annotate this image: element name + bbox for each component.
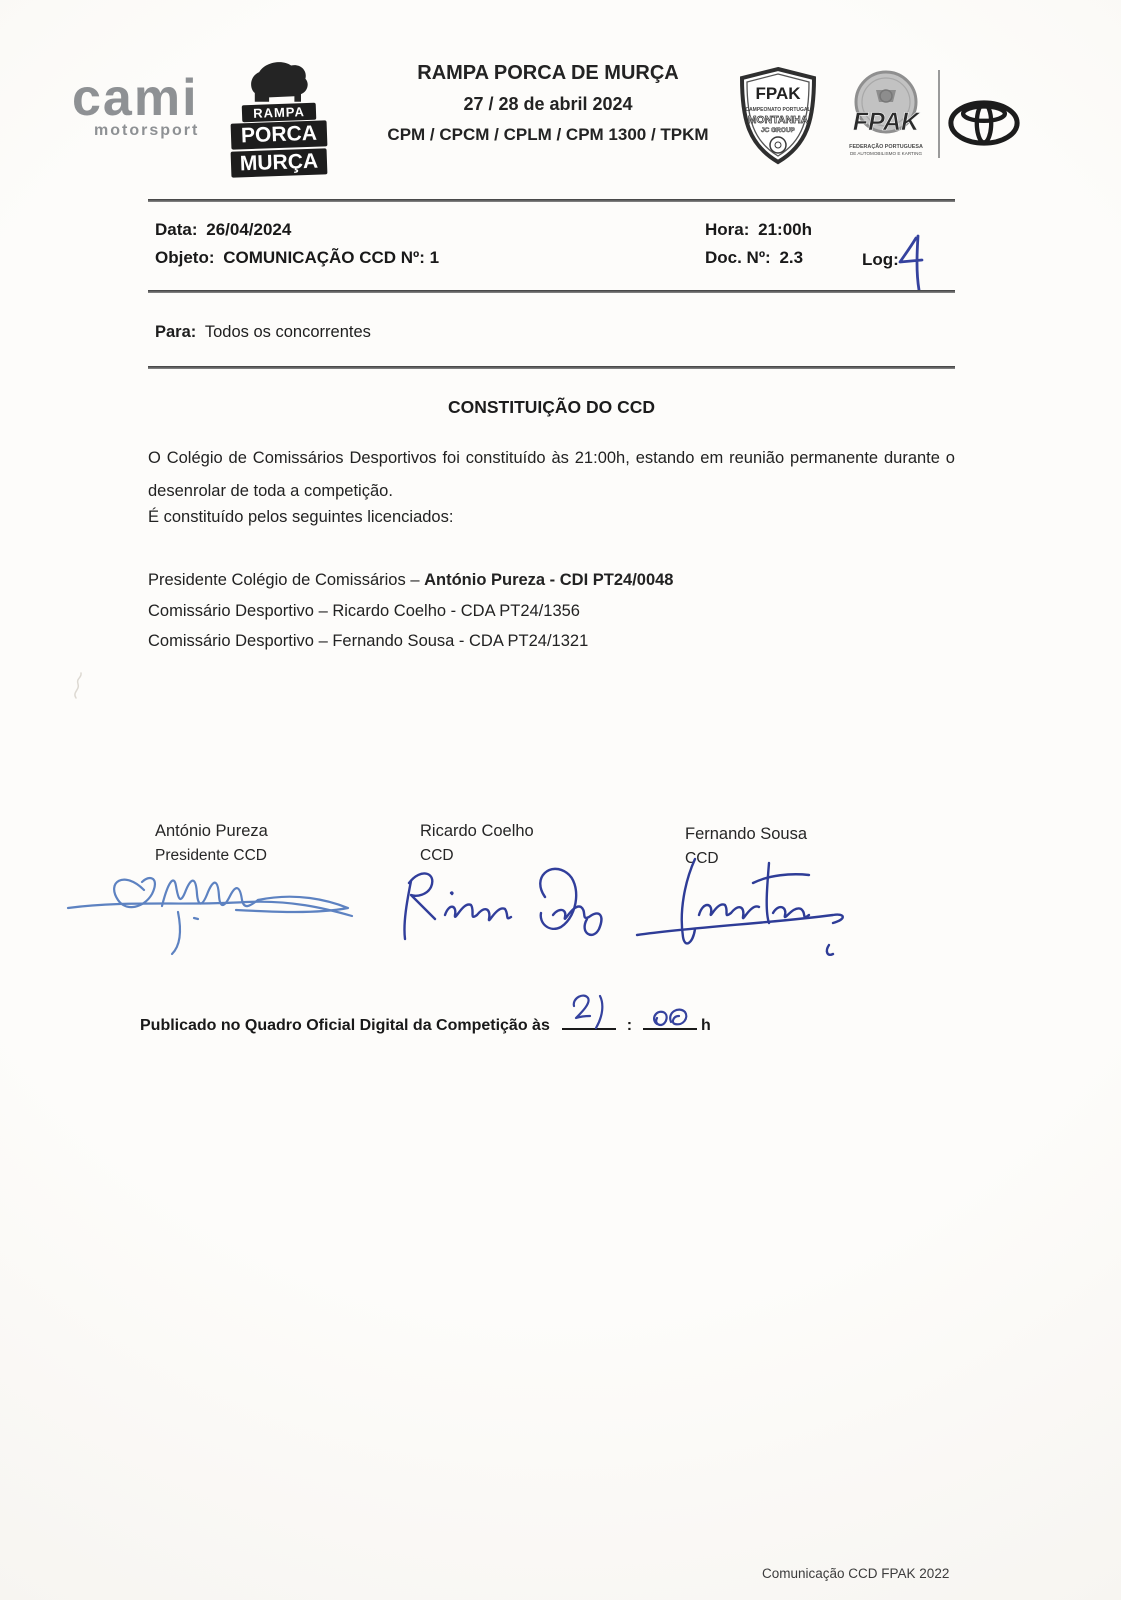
- horizontal-rule-2: [148, 290, 955, 293]
- rampa-logo-line2: PORCA: [231, 120, 328, 149]
- event-championships: CPM / CPCM / CPLM / CPM 1300 / TPKM: [387, 125, 709, 144]
- publication-minute-blank: [643, 1012, 697, 1030]
- signer-role: Presidente CCD: [155, 847, 267, 864]
- svg-text:FPAK: FPAK: [755, 84, 801, 103]
- boar-icon: [244, 60, 314, 104]
- event-date: 27 / 28 de abril 2024: [463, 94, 633, 114]
- svg-text:CAMPEONATO PORTUGAL: CAMPEONATO PORTUGAL: [745, 107, 811, 113]
- recipient-label: Para:: [155, 323, 197, 341]
- official-separator: –: [318, 601, 328, 620]
- toyota-logo: [948, 92, 1020, 154]
- handwritten-4-icon: [898, 234, 928, 294]
- doc-number-label: Doc. Nº:: [705, 248, 771, 267]
- subject-value: COMUNICAÇÃO CCD Nº: 1: [223, 248, 440, 267]
- recipient-value: Todos os concorrentes: [204, 323, 371, 341]
- handwritten-21-icon: [570, 990, 610, 1032]
- svg-text:DE AUTOMOBILISMO E KARTING: DE AUTOMOBILISMO E KARTING: [849, 151, 923, 156]
- cami-logo-text: cami: [72, 69, 199, 127]
- scan-artifact: [68, 668, 98, 708]
- publication-line: [140, 1012, 711, 1035]
- fpak-montanha-shield-logo: [733, 66, 823, 166]
- subject-label: Objeto:: [155, 248, 215, 267]
- header-divider: [938, 70, 940, 158]
- official-row: [148, 565, 674, 596]
- official-role: Comissário Desportivo: [148, 601, 314, 620]
- document-title: CONSTITUIÇÃO DO CCD: [447, 397, 656, 417]
- log-label: Log:: [862, 250, 899, 269]
- signature-fernando-sousa: [633, 853, 853, 958]
- date-line: [155, 220, 291, 240]
- signature-ricardo-coelho: [393, 853, 613, 958]
- svg-text:MONTANHA: MONTANHA: [747, 114, 809, 126]
- time-value: 21:00h: [758, 220, 813, 239]
- official-row: [148, 626, 674, 657]
- publication-hour-blank: [562, 1012, 616, 1030]
- svg-text:JC GROUP: JC GROUP: [761, 127, 795, 134]
- signer-role: CCD: [420, 847, 454, 864]
- log-number-handwritten: [898, 234, 928, 294]
- toyota-emblem-icon: [948, 92, 1020, 154]
- signer-role: CCD: [685, 850, 719, 867]
- rampa-logo-line3: MURÇA: [231, 148, 328, 177]
- svg-text:FPAK: FPAK: [852, 108, 920, 136]
- horizontal-rule-1: [148, 199, 955, 202]
- time-label: Hora:: [705, 220, 750, 239]
- official-separator: –: [318, 632, 328, 650]
- date-label: Data:: [155, 220, 198, 239]
- official-name: Fernando Sousa - CDA PT24/1321: [332, 632, 589, 650]
- rampa-porca-murca-logo: [228, 60, 330, 176]
- event-header: [378, 62, 718, 145]
- publication-separator: :: [626, 1017, 633, 1034]
- rampa-logo-line1: RAMPA: [242, 103, 317, 123]
- handwritten-00-icon: [649, 1004, 693, 1034]
- official-name: António Pureza - CDI PT24/0048: [424, 571, 674, 589]
- event-title: RAMPA PORCA DE MURÇA: [417, 62, 679, 84]
- svg-text:FEDERAÇÃO PORTUGUESA: FEDERAÇÃO PORTUGUESA: [849, 144, 923, 150]
- official-name: Ricardo Coelho - CDA PT24/1356: [332, 601, 580, 620]
- official-row: [148, 596, 674, 627]
- signer-name: Fernando Sousa: [685, 825, 808, 843]
- publication-text: Publicado no Quadro Oficial Digital da Competição às: [140, 1017, 550, 1034]
- subject-line: [155, 248, 439, 268]
- official-separator: –: [410, 571, 420, 589]
- signer-name: Ricardo Coelho: [420, 822, 534, 840]
- doc-number-value: 2.3: [779, 248, 804, 267]
- official-role: Presidente Colégio de Comissários: [148, 571, 406, 589]
- footer-text: Comunicação CCD FPAK 2022: [762, 1566, 950, 1581]
- signer-name: António Pureza: [155, 822, 268, 840]
- body-paragraph-2: É constituído pelos seguintes licenciados:: [148, 508, 454, 526]
- shield-icon: [733, 66, 823, 166]
- official-role: Comissário Desportivo: [148, 632, 314, 650]
- doc-number-line: [705, 248, 803, 268]
- signature-antonio-pureza: [66, 856, 356, 956]
- fpak-globe-icon: [843, 68, 929, 164]
- publication-suffix: h: [700, 1017, 711, 1034]
- body-paragraph-1: O Colégio de Comissários Desportivos foi constituído às 21:00h, estando em reunião permanente durante o desenrolar de toda a competição.: [148, 449, 955, 500]
- fpak-federation-logo: [843, 68, 929, 164]
- time-line: [705, 220, 812, 240]
- officials-list: [148, 565, 674, 657]
- cami-logo-subtext: motorsport: [94, 122, 200, 139]
- recipient-line: [155, 323, 371, 342]
- date-value: 26/04/2024: [206, 220, 292, 239]
- cami-motorsport-logo: [72, 69, 200, 140]
- horizontal-rule-3: [148, 366, 955, 369]
